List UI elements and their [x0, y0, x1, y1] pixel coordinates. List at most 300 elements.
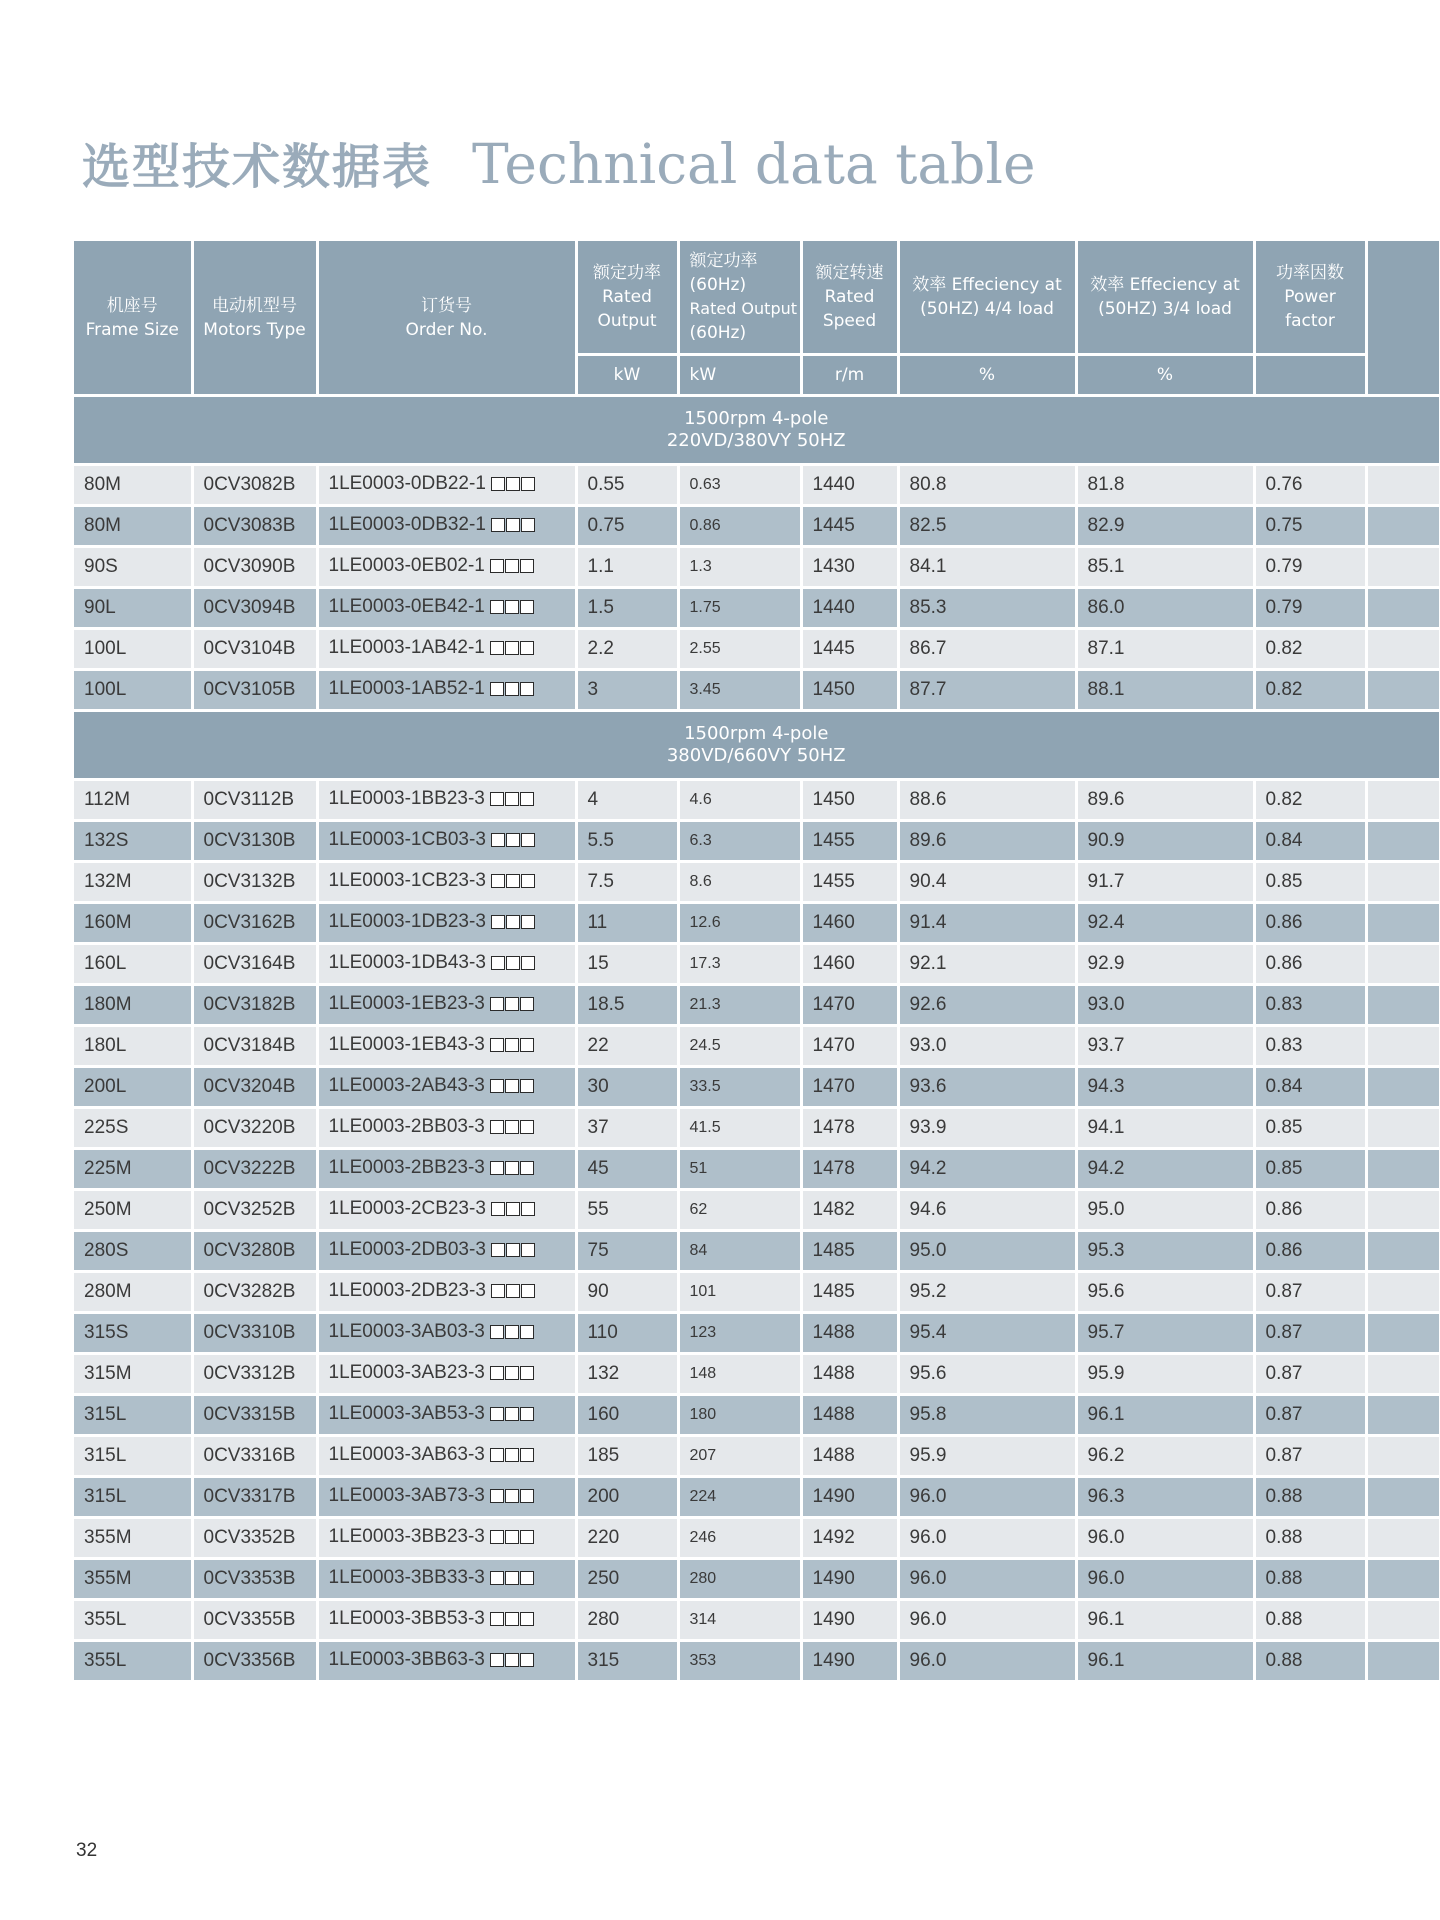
- rated-output-cell: 185: [576, 1436, 678, 1477]
- rated-speed-cell: 1445: [801, 629, 898, 670]
- frame-size-cell: 100L: [74, 670, 192, 711]
- power-factor-cell: 0.86: [1254, 944, 1366, 985]
- option-code-boxes: [490, 790, 535, 812]
- order-number-text: 1LE0003-3AB73-3: [328, 1485, 485, 1506]
- efficiency-three-quarter-load-cell: 88.1: [1076, 670, 1254, 711]
- order-number-text: 1LE0003-2DB23-3: [328, 1280, 486, 1301]
- option-code-boxes: [490, 1610, 535, 1632]
- table-row: [74, 1518, 1440, 1559]
- extra-cell: [1366, 1600, 1440, 1641]
- option-code-box: [505, 1120, 519, 1134]
- frame-size-cell: 315L: [74, 1436, 192, 1477]
- option-code-box: [521, 833, 535, 847]
- option-code-box: [521, 477, 535, 491]
- header-motors-type-cn: 电动机型号: [212, 295, 297, 316]
- rated-output-cell: 90: [576, 1272, 678, 1313]
- unit-efficiency-full-load: %: [898, 355, 1076, 396]
- option-code-box: [520, 1407, 534, 1421]
- order-number-text: 1LE0003-1CB23-3: [328, 870, 486, 891]
- rated-speed-cell: 1478: [801, 1108, 898, 1149]
- rated-output-cell: 1.1: [576, 547, 678, 588]
- frame-size-cell: 132S: [74, 821, 192, 862]
- unit-rated-speed: r/m: [801, 355, 898, 396]
- rated-output-60hz-cell: 1.75: [678, 588, 801, 629]
- order-number-cell: [317, 1477, 576, 1518]
- rated-output-60hz-cell: 24.5: [678, 1026, 801, 1067]
- efficiency-full-load-cell: 96.0: [898, 1559, 1076, 1600]
- extra-cell: [1366, 465, 1440, 506]
- efficiency-three-quarter-load-cell: 96.0: [1076, 1559, 1254, 1600]
- table-row: [74, 465, 1440, 506]
- option-code-box: [505, 1038, 519, 1052]
- header-efficiency-three-quarter-load: [1076, 241, 1254, 355]
- rated-output-cell: 75: [576, 1231, 678, 1272]
- header-efficiency-full-load-line1: 效率 Effeciency at: [912, 275, 1062, 295]
- efficiency-three-quarter-load-cell: 96.2: [1076, 1436, 1254, 1477]
- power-factor-cell: 0.83: [1254, 1026, 1366, 1067]
- rated-output-cell: 4: [576, 780, 678, 821]
- order-number-cell: [317, 1436, 576, 1477]
- option-code-box: [506, 874, 520, 888]
- unit-rated-output: kW: [576, 355, 678, 396]
- option-code-box: [505, 997, 519, 1011]
- option-code-box: [490, 1366, 504, 1380]
- table-row: [74, 1354, 1440, 1395]
- frame-size-cell: 200L: [74, 1067, 192, 1108]
- rated-output-60hz-cell: 17.3: [678, 944, 801, 985]
- rated-speed-cell: 1488: [801, 1313, 898, 1354]
- header-extra-column: [1366, 241, 1440, 396]
- rated-output-60hz-cell: 12.6: [678, 903, 801, 944]
- option-code-box: [491, 915, 505, 929]
- efficiency-full-load-cell: 92.6: [898, 985, 1076, 1026]
- rated-output-cell: 1.5: [576, 588, 678, 629]
- table-row: [74, 670, 1440, 711]
- order-number-cell: [317, 1231, 576, 1272]
- rated-output-60hz-cell: 84: [678, 1231, 801, 1272]
- motor-type-cell: 0CV3112B: [192, 780, 317, 821]
- rated-output-60hz-cell: 51: [678, 1149, 801, 1190]
- section-header-row: [74, 396, 1440, 465]
- table-row: [74, 588, 1440, 629]
- option-code-box: [490, 559, 504, 573]
- power-factor-cell: 0.85: [1254, 1108, 1366, 1149]
- option-code-boxes: [490, 1118, 535, 1140]
- option-code-boxes: [491, 475, 536, 497]
- efficiency-full-load-cell: 96.0: [898, 1641, 1076, 1682]
- motor-type-cell: 0CV3280B: [192, 1231, 317, 1272]
- frame-size-cell: 180L: [74, 1026, 192, 1067]
- motor-type-cell: 0CV3356B: [192, 1641, 317, 1682]
- motor-type-cell: 0CV3162B: [192, 903, 317, 944]
- frame-size-cell: 315M: [74, 1354, 192, 1395]
- table-row: [74, 506, 1440, 547]
- option-code-box: [506, 477, 520, 491]
- order-number-text: 1LE0003-2BB23-3: [328, 1157, 485, 1178]
- rated-output-cell: 18.5: [576, 985, 678, 1026]
- extra-cell: [1366, 862, 1440, 903]
- table-row: [74, 629, 1440, 670]
- option-code-boxes: [491, 1200, 536, 1222]
- efficiency-full-load-cell: 95.2: [898, 1272, 1076, 1313]
- option-code-box: [505, 1407, 519, 1421]
- efficiency-full-load-cell: 85.3: [898, 588, 1076, 629]
- option-code-box: [520, 1448, 534, 1462]
- rated-output-cell: 3: [576, 670, 678, 711]
- extra-cell: [1366, 821, 1440, 862]
- rated-output-60hz-cell: 33.5: [678, 1067, 801, 1108]
- table-row: [74, 1026, 1440, 1067]
- option-code-box: [521, 956, 535, 970]
- option-code-box: [520, 641, 534, 655]
- option-code-box: [505, 1489, 519, 1503]
- rated-output-cell: 55: [576, 1190, 678, 1231]
- order-number-cell: [317, 1272, 576, 1313]
- option-code-box: [505, 1079, 519, 1093]
- section-header: [74, 711, 1440, 780]
- page-title-en: Technical data table: [472, 132, 1036, 196]
- rated-speed-cell: 1470: [801, 1067, 898, 1108]
- option-code-box: [505, 1653, 519, 1667]
- order-number-text: 1LE0003-0DB32-1: [328, 514, 486, 535]
- rated-speed-cell: 1430: [801, 547, 898, 588]
- frame-size-cell: 90S: [74, 547, 192, 588]
- header-frame-size-cn: 机座号: [106, 295, 158, 316]
- extra-cell: [1366, 629, 1440, 670]
- extra-cell: [1366, 1395, 1440, 1436]
- rated-output-60hz-cell: 207: [678, 1436, 801, 1477]
- option-code-boxes: [490, 1528, 535, 1550]
- order-number-cell: [317, 1108, 576, 1149]
- extra-cell: [1366, 1313, 1440, 1354]
- rated-output-cell: 0.55: [576, 465, 678, 506]
- option-code-boxes: [490, 1364, 535, 1386]
- option-code-box: [520, 1612, 534, 1626]
- rated-speed-cell: 1450: [801, 670, 898, 711]
- option-code-box: [491, 874, 505, 888]
- efficiency-three-quarter-load-cell: 81.8: [1076, 465, 1254, 506]
- rated-output-60hz-cell: 123: [678, 1313, 801, 1354]
- rated-speed-cell: 1488: [801, 1436, 898, 1477]
- extra-cell: [1366, 1559, 1440, 1600]
- extra-cell: [1366, 1067, 1440, 1108]
- power-factor-cell: 0.86: [1254, 1190, 1366, 1231]
- order-number-text: 1LE0003-1BB23-3: [328, 788, 485, 809]
- option-code-box: [491, 1243, 505, 1257]
- efficiency-three-quarter-load-cell: 95.3: [1076, 1231, 1254, 1272]
- table-row: [74, 903, 1440, 944]
- option-code-box: [490, 1612, 504, 1626]
- motor-type-cell: 0CV3310B: [192, 1313, 317, 1354]
- motor-type-cell: 0CV3204B: [192, 1067, 317, 1108]
- order-number-cell: [317, 547, 576, 588]
- efficiency-three-quarter-load-cell: 95.0: [1076, 1190, 1254, 1231]
- power-factor-cell: 0.85: [1254, 862, 1366, 903]
- section-header-line1: 1500rpm 4-pole: [684, 408, 829, 429]
- rated-output-cell: 30: [576, 1067, 678, 1108]
- extra-cell: [1366, 985, 1440, 1026]
- order-number-text: 1LE0003-3AB53-3: [328, 1403, 485, 1424]
- table-row: [74, 1313, 1440, 1354]
- efficiency-three-quarter-load-cell: 87.1: [1076, 629, 1254, 670]
- section-header-line2: 220VD/380VY 50HZ: [666, 430, 846, 451]
- motor-type-cell: 0CV3317B: [192, 1477, 317, 1518]
- frame-size-cell: 225M: [74, 1149, 192, 1190]
- frame-size-cell: 112M: [74, 780, 192, 821]
- header-power-factor: [1254, 241, 1366, 355]
- rated-output-60hz-cell: 180: [678, 1395, 801, 1436]
- option-code-boxes: [490, 1077, 535, 1099]
- option-code-box: [506, 915, 520, 929]
- order-number-text: 1LE0003-3BB53-3: [328, 1608, 485, 1629]
- unit-efficiency-three-quarter-load: %: [1076, 355, 1254, 396]
- power-factor-cell: 0.88: [1254, 1559, 1366, 1600]
- efficiency-full-load-cell: 93.0: [898, 1026, 1076, 1067]
- option-code-boxes: [491, 1282, 536, 1304]
- order-number-text: 1LE0003-1EB23-3: [328, 993, 485, 1014]
- order-number-text: 1LE0003-1DB43-3: [328, 952, 486, 973]
- option-code-box: [505, 1571, 519, 1585]
- option-code-box: [490, 600, 504, 614]
- option-code-boxes: [490, 1569, 535, 1591]
- order-number-text: 1LE0003-1DB23-3: [328, 911, 486, 932]
- power-factor-cell: 0.76: [1254, 465, 1366, 506]
- frame-size-cell: 355M: [74, 1559, 192, 1600]
- efficiency-full-load-cell: 89.6: [898, 821, 1076, 862]
- table-row: [74, 1272, 1440, 1313]
- option-code-box: [506, 1202, 520, 1216]
- rated-speed-cell: 1488: [801, 1395, 898, 1436]
- efficiency-three-quarter-load-cell: 94.1: [1076, 1108, 1254, 1149]
- rated-output-cell: 7.5: [576, 862, 678, 903]
- option-code-box: [491, 956, 505, 970]
- option-code-box: [520, 1653, 534, 1667]
- rated-output-60hz-cell: 314: [678, 1600, 801, 1641]
- header-frame-size: [74, 241, 192, 396]
- header-power-factor-en1: Power: [1284, 287, 1336, 307]
- table-row: [74, 780, 1440, 821]
- technical-data-table: [74, 241, 1440, 1683]
- motor-type-cell: 0CV3130B: [192, 821, 317, 862]
- rated-output-cell: 11: [576, 903, 678, 944]
- section-header-line2: 380VD/660VY 50HZ: [666, 745, 846, 766]
- rated-output-cell: 37: [576, 1108, 678, 1149]
- table-row: [74, 1477, 1440, 1518]
- header-power-factor-cn: 功率因数: [1276, 263, 1344, 283]
- rated-speed-cell: 1485: [801, 1231, 898, 1272]
- rated-speed-cell: 1455: [801, 862, 898, 903]
- option-code-box: [490, 792, 504, 806]
- efficiency-full-load-cell: 82.5: [898, 506, 1076, 547]
- option-code-box: [520, 1161, 534, 1175]
- power-factor-cell: 0.88: [1254, 1641, 1366, 1682]
- option-code-box: [505, 1366, 519, 1380]
- efficiency-full-load-cell: 94.6: [898, 1190, 1076, 1231]
- option-code-boxes: [491, 872, 536, 894]
- rated-output-60hz-cell: 101: [678, 1272, 801, 1313]
- header-motors-type: [192, 241, 317, 396]
- extra-cell: [1366, 1026, 1440, 1067]
- frame-size-cell: 160L: [74, 944, 192, 985]
- motor-type-cell: 0CV3352B: [192, 1518, 317, 1559]
- option-code-box: [506, 1243, 520, 1257]
- option-code-box: [491, 518, 505, 532]
- frame-size-cell: 80M: [74, 506, 192, 547]
- order-number-cell: [317, 1354, 576, 1395]
- order-number-cell: [317, 1641, 576, 1682]
- header-motors-type-en: Motors Type: [203, 319, 306, 340]
- rated-output-60hz-cell: 224: [678, 1477, 801, 1518]
- frame-size-cell: 315L: [74, 1477, 192, 1518]
- option-code-box: [506, 956, 520, 970]
- table-row: [74, 944, 1440, 985]
- rated-output-cell: 160: [576, 1395, 678, 1436]
- header-frame-size-en: Frame Size: [85, 319, 179, 340]
- frame-size-cell: 80M: [74, 465, 192, 506]
- power-factor-cell: 0.85: [1254, 1149, 1366, 1190]
- extra-cell: [1366, 1518, 1440, 1559]
- order-number-cell: [317, 985, 576, 1026]
- option-code-box: [520, 1530, 534, 1544]
- power-factor-cell: 0.82: [1254, 629, 1366, 670]
- frame-size-cell: 355M: [74, 1518, 192, 1559]
- frame-size-cell: 250M: [74, 1190, 192, 1231]
- table-row: [74, 1067, 1440, 1108]
- order-number-cell: [317, 1026, 576, 1067]
- option-code-box: [505, 559, 519, 573]
- motor-type-cell: 0CV3353B: [192, 1559, 317, 1600]
- option-code-boxes: [490, 598, 535, 620]
- option-code-box: [490, 1448, 504, 1462]
- option-code-boxes: [490, 1446, 535, 1468]
- option-code-boxes: [491, 954, 536, 976]
- power-factor-cell: 0.88: [1254, 1518, 1366, 1559]
- order-number-cell: [317, 1600, 576, 1641]
- motor-type-cell: 0CV3082B: [192, 465, 317, 506]
- option-code-box: [505, 682, 519, 696]
- order-number-cell: [317, 465, 576, 506]
- header-rated-output-60hz-en3: (60Hz): [689, 323, 747, 343]
- motor-type-cell: 0CV3315B: [192, 1395, 317, 1436]
- option-code-box: [490, 641, 504, 655]
- motor-type-cell: 0CV3184B: [192, 1026, 317, 1067]
- rated-output-cell: 132: [576, 1354, 678, 1395]
- option-code-box: [490, 1653, 504, 1667]
- extra-cell: [1366, 670, 1440, 711]
- header-rated-speed: [801, 241, 898, 355]
- order-number-text: 1LE0003-3BB23-3: [328, 1526, 485, 1547]
- table-row: [74, 985, 1440, 1026]
- rated-output-60hz-cell: 148: [678, 1354, 801, 1395]
- frame-size-cell: 355L: [74, 1641, 192, 1682]
- unit-power-factor: [1254, 355, 1366, 396]
- option-code-box: [490, 1530, 504, 1544]
- motor-type-cell: 0CV3083B: [192, 506, 317, 547]
- rated-output-cell: 250: [576, 1559, 678, 1600]
- table-row: [74, 1641, 1440, 1682]
- extra-cell: [1366, 547, 1440, 588]
- option-code-boxes: [490, 1159, 535, 1181]
- header-rated-speed-en2: Speed: [822, 311, 877, 331]
- table-row: [74, 1600, 1440, 1641]
- order-number-text: 1LE0003-2AB43-3: [328, 1075, 485, 1096]
- efficiency-full-load-cell: 94.2: [898, 1149, 1076, 1190]
- power-factor-cell: 0.87: [1254, 1313, 1366, 1354]
- efficiency-three-quarter-load-cell: 95.9: [1076, 1354, 1254, 1395]
- efficiency-full-load-cell: 96.0: [898, 1477, 1076, 1518]
- table-row: [74, 862, 1440, 903]
- frame-size-cell: 280S: [74, 1231, 192, 1272]
- order-number-cell: [317, 506, 576, 547]
- option-code-box: [490, 1489, 504, 1503]
- efficiency-three-quarter-load-cell: 94.3: [1076, 1067, 1254, 1108]
- rated-output-60hz-cell: 62: [678, 1190, 801, 1231]
- efficiency-three-quarter-load-cell: 96.3: [1076, 1477, 1254, 1518]
- option-code-boxes: [491, 913, 536, 935]
- rated-output-cell: 2.2: [576, 629, 678, 670]
- efficiency-full-load-cell: 95.8: [898, 1395, 1076, 1436]
- order-number-text: 1LE0003-3AB63-3: [328, 1444, 485, 1465]
- power-factor-cell: 0.84: [1254, 821, 1366, 862]
- frame-size-cell: 160M: [74, 903, 192, 944]
- rated-speed-cell: 1482: [801, 1190, 898, 1231]
- rated-output-cell: 200: [576, 1477, 678, 1518]
- order-number-text: 1LE0003-3BB63-3: [328, 1649, 485, 1670]
- option-code-box: [520, 682, 534, 696]
- header-rated-output-en2: Output: [597, 311, 657, 331]
- order-number-cell: [317, 780, 576, 821]
- option-code-boxes: [490, 1323, 535, 1345]
- table-row: [74, 547, 1440, 588]
- rated-output-60hz-cell: 3.45: [678, 670, 801, 711]
- extra-cell: [1366, 1436, 1440, 1477]
- power-factor-cell: 0.86: [1254, 903, 1366, 944]
- motor-type-cell: 0CV3164B: [192, 944, 317, 985]
- rated-speed-cell: 1485: [801, 1272, 898, 1313]
- order-number-cell: [317, 1559, 576, 1600]
- order-number-text: 1LE0003-2BB03-3: [328, 1116, 485, 1137]
- table-body: [74, 396, 1440, 1682]
- rated-output-60hz-cell: 246: [678, 1518, 801, 1559]
- rated-speed-cell: 1455: [801, 821, 898, 862]
- option-code-box: [491, 1284, 505, 1298]
- efficiency-three-quarter-load-cell: 82.9: [1076, 506, 1254, 547]
- rated-output-60hz-cell: 21.3: [678, 985, 801, 1026]
- motor-type-cell: 0CV3282B: [192, 1272, 317, 1313]
- extra-cell: [1366, 1272, 1440, 1313]
- option-code-box: [490, 1079, 504, 1093]
- power-factor-cell: 0.75: [1254, 506, 1366, 547]
- efficiency-three-quarter-load-cell: 96.1: [1076, 1395, 1254, 1436]
- efficiency-full-load-cell: 92.1: [898, 944, 1076, 985]
- option-code-box: [521, 915, 535, 929]
- rated-output-cell: 110: [576, 1313, 678, 1354]
- option-code-box: [520, 1325, 534, 1339]
- power-factor-cell: 0.88: [1254, 1600, 1366, 1641]
- efficiency-three-quarter-load-cell: 85.1: [1076, 547, 1254, 588]
- header-efficiency-three-quarter-load-line2: (50HZ) 3/4 load: [1098, 299, 1232, 319]
- header-efficiency-full-load: [898, 241, 1076, 355]
- order-number-cell: [317, 670, 576, 711]
- motor-type-cell: 0CV3252B: [192, 1190, 317, 1231]
- motor-type-cell: 0CV3105B: [192, 670, 317, 711]
- order-number-cell: [317, 588, 576, 629]
- extra-cell: [1366, 1108, 1440, 1149]
- option-code-box: [505, 1530, 519, 1544]
- table-row: [74, 1395, 1440, 1436]
- extra-cell: [1366, 588, 1440, 629]
- power-factor-cell: 0.87: [1254, 1395, 1366, 1436]
